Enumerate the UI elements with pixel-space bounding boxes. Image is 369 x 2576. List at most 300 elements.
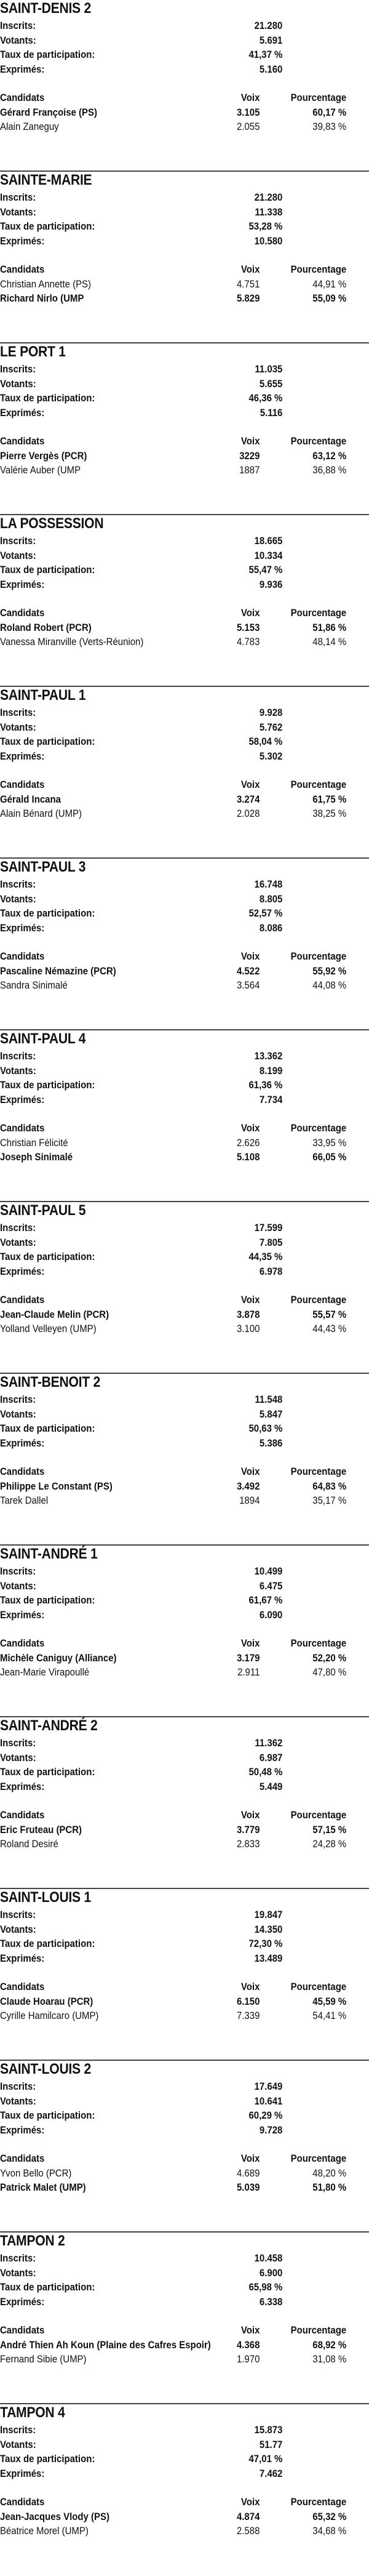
canton-stats xyxy=(0,2079,369,2137)
col-candidats: Candidats xyxy=(0,435,45,447)
canton-title: TAMPON 4 xyxy=(0,2404,65,2421)
stat-label: Inscrits: xyxy=(0,2080,36,2092)
candidate-voix: 2.833 xyxy=(236,1838,260,1850)
col-pourcentage: Pourcentage xyxy=(290,263,347,275)
candidate-voix: 3.492 xyxy=(236,1480,260,1492)
canton-section xyxy=(0,1546,369,1717)
canton-title: SAINT-LOUIS 1 xyxy=(0,1889,91,1906)
candidate-name: Christian Annette (PS) xyxy=(0,278,92,290)
candidate-pct: 44,08 % xyxy=(312,979,347,991)
canton-title: SAINT-PAUL 5 xyxy=(0,1202,86,1219)
stat-value-text: 5.116 xyxy=(260,406,283,419)
col-voix: Voix xyxy=(240,1981,260,1992)
stat-value-text: 5.762 xyxy=(259,721,283,733)
canton-content xyxy=(0,859,369,993)
candidate-pct: 55,57 % xyxy=(312,1308,347,1320)
stat-row-taux xyxy=(0,47,369,62)
stat-row-inscrits xyxy=(0,362,369,377)
col-pourcentage: Pourcentage xyxy=(290,1466,347,1477)
candidate-name: Roland Desiré xyxy=(0,1838,58,1850)
candidate-row xyxy=(0,105,369,120)
candidate-voix: 3.179 xyxy=(236,1651,260,1664)
stat-label: Inscrits: xyxy=(0,363,36,375)
col-pourcentage: Pourcentage xyxy=(290,435,347,447)
col-pourcentage: Pourcentage xyxy=(290,2496,347,2508)
stat-row-inscrits xyxy=(0,1221,369,1235)
canton-section xyxy=(0,2404,369,2576)
candidate-name: Pierre Vergès (PCR) xyxy=(0,449,87,462)
candidate-voix: 3.779 xyxy=(236,1823,260,1836)
canton-stats xyxy=(0,1049,369,1107)
canton-stats xyxy=(0,1908,369,1965)
stat-label: Votants: xyxy=(0,206,36,218)
candidate-name: Alain Bénard (UMP) xyxy=(0,808,82,819)
canton-content xyxy=(0,687,369,821)
candidate-pct: 33,95 % xyxy=(312,1136,347,1149)
stat-row-taux xyxy=(0,563,369,577)
stat-row-votants xyxy=(0,33,369,48)
stat-value-text: 11.362 xyxy=(255,1737,283,1749)
candidate-voix: 5.829 xyxy=(236,292,260,304)
candidate-row xyxy=(0,620,369,635)
stat-row-inscrits xyxy=(0,1564,369,1579)
stat-row-inscrits xyxy=(0,534,369,548)
canton-stats xyxy=(0,362,369,420)
candidates-header xyxy=(0,2495,369,2510)
candidates-table xyxy=(0,1464,369,1508)
candidate-voix: 3.564 xyxy=(236,979,260,991)
stat-label: Votants: xyxy=(0,377,36,390)
candidate-name: Jean-Jacques Vlody (PS) xyxy=(0,2510,109,2522)
stat-row-votants xyxy=(0,720,369,735)
stat-row-taux xyxy=(0,219,369,234)
candidate-row xyxy=(0,1665,369,1680)
stat-label: Votants: xyxy=(0,2095,36,2107)
stat-row-votants xyxy=(0,1579,369,1594)
candidate-name: Fernand Sibie (UMP) xyxy=(0,2353,87,2365)
col-voix: Voix xyxy=(240,1809,260,1821)
stat-value-text: 72,30 % xyxy=(248,1938,283,1949)
canton-section xyxy=(0,172,369,343)
candidate-pct: 66,05 % xyxy=(312,1151,347,1163)
canton-title: SAINT-PAUL 1 xyxy=(0,687,86,704)
stat-row-taux xyxy=(0,1078,369,1093)
col-candidats: Candidats xyxy=(0,1809,45,1821)
col-voix: Voix xyxy=(240,1466,260,1477)
stat-row-votants xyxy=(0,2266,369,2281)
candidate-name: Michèle Caniguy (Alliance) xyxy=(0,1651,117,1664)
stat-row-taux xyxy=(0,1250,369,1264)
stat-row-exprimes xyxy=(0,921,369,936)
candidate-voix: 4.368 xyxy=(236,2338,260,2351)
stat-value-text: 7.462 xyxy=(259,2467,283,2479)
candidate-pct: 39,83 % xyxy=(312,121,347,132)
candidate-name: Joseph Sinimalé xyxy=(0,1151,73,1163)
candidate-name: Gérard Françoise (PS) xyxy=(0,106,97,118)
canton-title: SAINTE-MARIE xyxy=(0,172,92,188)
stat-label: Taux de participation: xyxy=(0,1079,95,1091)
col-candidats: Candidats xyxy=(0,779,45,790)
stat-row-taux xyxy=(0,391,369,406)
candidates-header xyxy=(0,1464,369,1479)
stat-label: Votants: xyxy=(0,34,36,46)
stat-value-text: 50,48 % xyxy=(248,1766,283,1778)
stat-row-inscrits xyxy=(0,190,369,205)
stat-row-votants xyxy=(0,2094,369,2109)
candidate-row xyxy=(0,1823,369,1837)
candidate-pct: 31,08 % xyxy=(312,2353,347,2365)
candidates-table xyxy=(0,2151,369,2195)
candidate-pct: 38,25 % xyxy=(312,808,347,819)
stat-label: Inscrits: xyxy=(0,1909,36,1920)
canton-stats xyxy=(0,1221,369,1278)
stat-value-text: 5.160 xyxy=(259,63,283,75)
candidate-row xyxy=(0,2510,369,2524)
canton-stats xyxy=(0,18,369,76)
stat-label: Exprimés: xyxy=(0,2124,45,2136)
candidate-pct: 63,12 % xyxy=(312,449,347,462)
candidate-row xyxy=(0,635,369,649)
canton-content xyxy=(0,1546,369,1680)
candidate-pct: 48,20 % xyxy=(312,2167,347,2179)
stat-value-text: 19.847 xyxy=(254,1909,283,1920)
stat-value-text: 58,04 % xyxy=(248,736,283,747)
stat-label: Taux de participation: xyxy=(0,1938,95,1949)
stat-value-text: 8.199 xyxy=(259,1064,283,1077)
stat-label: Exprimés: xyxy=(0,1780,45,1792)
candidate-voix: 5.153 xyxy=(236,621,260,633)
canton-title: SAINT-ANDRÉ 1 xyxy=(0,1546,98,1562)
candidates-header xyxy=(0,1636,369,1651)
stat-row-taux xyxy=(0,2452,369,2466)
stat-row-votants xyxy=(0,892,369,907)
candidate-row xyxy=(0,291,369,306)
candidate-voix: 2.028 xyxy=(236,808,260,819)
stat-value-text: 9.936 xyxy=(259,578,283,590)
candidate-row xyxy=(0,463,369,478)
stat-row-inscrits xyxy=(0,2251,369,2266)
stat-label: Votants: xyxy=(0,1064,36,1077)
stat-row-exprimes xyxy=(0,577,369,592)
stat-label: Taux de participation: xyxy=(0,907,95,919)
stat-value-text: 6.978 xyxy=(259,1265,283,1277)
canton-title: SAINT-LOUIS 2 xyxy=(0,2061,91,2077)
candidate-name: Gérald Incana xyxy=(0,793,61,805)
canton-section xyxy=(0,343,369,515)
candidate-pct: 44,91 % xyxy=(312,278,347,290)
stat-label: Exprimés: xyxy=(0,1608,45,1621)
candidate-name: Eric Fruteau (PCR) xyxy=(0,1823,82,1836)
stat-value-text: 17.649 xyxy=(254,2080,283,2092)
candidate-voix: 1887 xyxy=(239,464,260,476)
candidate-row xyxy=(0,2008,369,2023)
candidate-name: Alain Zaneguy xyxy=(0,121,59,132)
candidate-voix: 2.588 xyxy=(236,2525,260,2537)
stat-row-exprimes xyxy=(0,2123,369,2138)
candidate-row xyxy=(0,2180,369,2195)
canton-section xyxy=(0,1374,369,1546)
stat-value-text: 6.900 xyxy=(259,2266,283,2279)
candidate-name: Christian Félicité xyxy=(0,1136,68,1149)
canton-content xyxy=(0,2233,369,2367)
candidate-pct: 65,32 % xyxy=(312,2510,347,2522)
canton-title: SAINT-PAUL 4 xyxy=(0,1030,86,1047)
canton-stats xyxy=(0,534,369,592)
stat-label: Votants: xyxy=(0,2266,36,2279)
stat-row-taux xyxy=(0,2108,369,2123)
canton-content xyxy=(0,1889,369,2023)
stat-row-inscrits xyxy=(0,2423,369,2438)
stat-value-text: 51.77 xyxy=(259,2438,283,2450)
col-pourcentage: Pourcentage xyxy=(290,607,347,619)
stat-label: Inscrits: xyxy=(0,1050,36,1062)
stat-label: Taux de participation: xyxy=(0,1594,95,1606)
col-candidats: Candidats xyxy=(0,1466,45,1477)
stat-label: Exprimés: xyxy=(0,406,45,419)
stat-label: Inscrits: xyxy=(0,1394,36,1405)
canton-section xyxy=(0,687,369,859)
stat-label: Taux de participation: xyxy=(0,392,95,404)
candidate-voix: 2.055 xyxy=(236,121,260,132)
col-voix: Voix xyxy=(240,263,260,275)
stat-label: Taux de participation: xyxy=(0,1766,95,1778)
candidate-row xyxy=(0,2352,369,2367)
candidates-table xyxy=(0,1808,369,1852)
stat-value-text: 6.475 xyxy=(259,1579,283,1592)
canton-section xyxy=(0,1030,369,1202)
stat-value-text: 11.548 xyxy=(255,1394,283,1405)
stat-label: Exprimés: xyxy=(0,2467,45,2479)
candidate-voix: 2.626 xyxy=(236,1136,260,1149)
candidates-header xyxy=(0,1121,369,1136)
candidate-row xyxy=(0,1651,369,1666)
candidate-name: Béatrice Morel (UMP) xyxy=(0,2525,89,2537)
stat-label: Inscrits: xyxy=(0,2424,36,2436)
stat-value-text: 11.035 xyxy=(255,363,283,375)
canton-section xyxy=(0,2233,369,2404)
candidates-header xyxy=(0,2151,369,2166)
stat-row-votants xyxy=(0,1407,369,1422)
col-voix: Voix xyxy=(240,950,260,962)
candidate-row xyxy=(0,2166,369,2181)
stat-row-inscrits xyxy=(0,18,369,33)
col-voix: Voix xyxy=(240,2153,260,2164)
col-pourcentage: Pourcentage xyxy=(290,1294,347,1306)
stat-value-text: 61,67 % xyxy=(248,1594,283,1606)
col-voix: Voix xyxy=(240,2324,260,2336)
stat-label: Exprimés: xyxy=(0,921,45,934)
stat-label: Votants: xyxy=(0,893,36,905)
candidate-row xyxy=(0,792,369,807)
stat-label: Exprimés: xyxy=(0,1437,45,1449)
candidate-voix: 2.911 xyxy=(237,1666,260,1678)
candidate-voix: 3.878 xyxy=(236,1308,260,1320)
col-candidats: Candidats xyxy=(0,1981,45,1992)
col-pourcentage: Pourcentage xyxy=(290,92,347,103)
canton-title: SAINT-ANDRÉ 2 xyxy=(0,1717,98,1734)
col-candidats: Candidats xyxy=(0,607,45,619)
stat-value-text: 11.338 xyxy=(255,206,283,218)
stat-label: Taux de participation: xyxy=(0,2109,95,2121)
col-candidats: Candidats xyxy=(0,1122,45,1134)
stat-value-text: 8.805 xyxy=(259,893,283,905)
col-candidats: Candidats xyxy=(0,2153,45,2164)
stat-label: Exprimés: xyxy=(0,750,45,762)
candidate-pct: 35,17 % xyxy=(312,1495,347,1506)
candidates-table xyxy=(0,949,369,993)
candidate-name: Sandra Sinimalé xyxy=(0,979,68,991)
candidates-header xyxy=(0,777,369,792)
candidates-table xyxy=(0,434,369,478)
candidate-pct: 36,88 % xyxy=(312,464,347,476)
stat-label: Votants: xyxy=(0,1923,36,1935)
stat-value-text: 18.665 xyxy=(254,535,283,547)
stat-row-votants xyxy=(0,548,369,563)
candidates-table xyxy=(0,1636,369,1680)
col-candidats: Candidats xyxy=(0,2324,45,2336)
candidates-table xyxy=(0,2495,369,2538)
candidate-row xyxy=(0,1479,369,1494)
stat-row-exprimes xyxy=(0,1093,369,1107)
col-pourcentage: Pourcentage xyxy=(290,1122,347,1134)
candidates-header xyxy=(0,1293,369,1307)
candidate-pct: 52,20 % xyxy=(312,1651,347,1664)
stat-label: Exprimés: xyxy=(0,1952,45,1964)
candidate-name: Yolland Velleyen (UMP) xyxy=(0,1323,97,1334)
canton-content xyxy=(0,0,369,134)
stat-label: Taux de participation: xyxy=(0,1251,95,1262)
stat-value-text: 41,37 % xyxy=(248,49,283,60)
stat-label: Votants: xyxy=(0,2438,36,2450)
canton-stats xyxy=(0,2251,369,2309)
canton-content xyxy=(0,1374,369,1508)
candidate-row xyxy=(0,978,369,993)
canton-title: SAINT-PAUL 3 xyxy=(0,859,86,875)
candidate-voix: 7.339 xyxy=(236,2010,260,2021)
stat-value-text: 7.734 xyxy=(259,1093,283,1105)
candidate-pct: 45,59 % xyxy=(312,1995,347,2007)
candidate-pct: 48,14 % xyxy=(312,636,347,648)
candidates-header xyxy=(0,2323,369,2338)
canton-stats xyxy=(0,1564,369,1622)
stat-value-text: 7.805 xyxy=(259,1236,283,1248)
candidate-name: Tarek Dallel xyxy=(0,1495,49,1506)
candidate-voix: 5.039 xyxy=(236,2181,260,2193)
candidate-row xyxy=(0,806,369,821)
stat-label: Inscrits: xyxy=(0,191,36,203)
stat-value-text: 9.928 xyxy=(259,707,283,718)
candidate-row xyxy=(0,119,369,134)
candidate-voix: 4.783 xyxy=(236,636,260,648)
stat-row-votants xyxy=(0,1751,369,1765)
candidate-name: Richard Nirlo (UMP xyxy=(0,292,84,304)
candidate-voix: 3.100 xyxy=(236,1323,260,1334)
candidate-name: Vanessa Miranville (Verts-Réunion) xyxy=(0,636,144,648)
stat-row-taux xyxy=(0,906,369,921)
stat-label: Inscrits: xyxy=(0,1222,36,1234)
stat-value-text: 50,63 % xyxy=(248,1422,283,1434)
candidate-row xyxy=(0,964,369,979)
stat-label: Taux de participation: xyxy=(0,1422,95,1434)
candidate-pct: 44,43 % xyxy=(312,1323,347,1334)
stat-value-text: 52,57 % xyxy=(248,907,283,919)
stat-value-text: 16.748 xyxy=(254,878,283,890)
candidate-name: Roland Robert (PCR) xyxy=(0,621,92,633)
candidate-pct: 51,80 % xyxy=(312,2181,347,2193)
candidates-header xyxy=(0,1980,369,1994)
stat-value-text: 21.280 xyxy=(254,20,283,31)
candidate-pct: 54,41 % xyxy=(312,2010,347,2021)
canton-content xyxy=(0,172,369,306)
candidates-table xyxy=(0,606,369,649)
canton-title: SAINT-BENOIT 2 xyxy=(0,1374,100,1390)
candidate-pct: 24,28 % xyxy=(312,1838,347,1850)
candidate-voix: 5.108 xyxy=(236,1151,260,1163)
stat-label: Votants: xyxy=(0,1236,36,1248)
canton-section xyxy=(0,515,369,687)
stat-label: Taux de participation: xyxy=(0,2281,95,2293)
stat-value-text: 10.458 xyxy=(254,2252,283,2264)
stat-row-exprimes xyxy=(0,1264,369,1279)
candidates-header xyxy=(0,949,369,964)
stat-row-exprimes xyxy=(0,2295,369,2309)
stat-row-inscrits xyxy=(0,1908,369,1922)
canton-section xyxy=(0,1889,369,2061)
canton-content xyxy=(0,343,369,478)
candidates-header xyxy=(0,434,369,449)
candidate-voix: 4.751 xyxy=(236,278,260,290)
stat-label: Exprimés: xyxy=(0,578,45,590)
stat-value-text: 61,36 % xyxy=(248,1079,283,1091)
candidate-name: Yvon Bello (PCR) xyxy=(0,2167,72,2179)
candidate-name: Claude Hoarau (PCR) xyxy=(0,1995,93,2007)
candidate-row xyxy=(0,277,369,292)
col-candidats: Candidats xyxy=(0,92,45,103)
col-pourcentage: Pourcentage xyxy=(290,1637,347,1649)
canton-title: TAMPON 2 xyxy=(0,2233,65,2249)
stat-value-text: 10.580 xyxy=(254,235,283,247)
stat-value-text: 6.987 xyxy=(259,1751,283,1763)
candidate-row xyxy=(0,2524,369,2538)
candidate-row xyxy=(0,1307,369,1322)
stat-label: Taux de participation: xyxy=(0,736,95,747)
stat-row-votants xyxy=(0,1235,369,1250)
candidates-header xyxy=(0,1808,369,1823)
canton-stats xyxy=(0,1736,369,1794)
candidates-table xyxy=(0,1980,369,2023)
stat-label: Taux de participation: xyxy=(0,49,95,60)
stat-label: Inscrits: xyxy=(0,535,36,547)
stat-label: Inscrits: xyxy=(0,2252,36,2264)
candidate-voix: 3.105 xyxy=(236,106,260,118)
col-candidats: Candidats xyxy=(0,1637,45,1649)
stat-value-text: 5.691 xyxy=(259,34,283,46)
col-pourcentage: Pourcentage xyxy=(290,950,347,962)
stat-row-exprimes xyxy=(0,1608,369,1623)
candidates-header xyxy=(0,90,369,105)
stat-label: Taux de participation: xyxy=(0,220,95,232)
col-voix: Voix xyxy=(240,607,260,619)
stat-label: Votants: xyxy=(0,1408,36,1420)
candidate-row xyxy=(0,1493,369,1508)
candidates-table xyxy=(0,1121,369,1165)
stat-value-text: 10.334 xyxy=(254,549,283,561)
stat-row-exprimes xyxy=(0,2466,369,2481)
col-candidats: Candidats xyxy=(0,263,45,275)
col-voix: Voix xyxy=(240,1122,260,1134)
stat-label: Exprimés: xyxy=(0,1093,45,1105)
stat-value-text: 21.280 xyxy=(254,191,283,203)
